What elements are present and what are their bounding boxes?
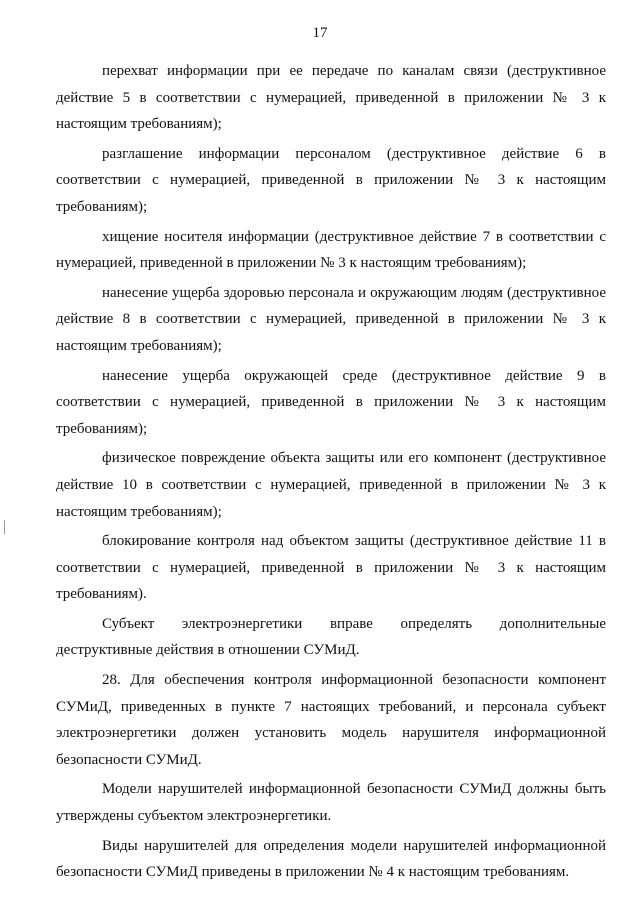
- paragraph-destructive-action-7: хищение носителя информации (деструктивное действие 7 в соответствии с нумерацией, приведенной в приложении № 3 к настоящим требованиям);: [56, 228, 606, 272]
- paragraph-destructive-action-5: перехват информации при ее передаче по каналам связи (деструктивное действие 5 в соответствии с нумерацией, приведенной в приложении № 3 к настоящим требованиям);: [56, 63, 606, 133]
- margin-mark: [4, 520, 5, 534]
- document-body: [56, 58, 606, 889]
- paragraph-destructive-action-6: разглашение информации персоналом (деструктивное действие 6 в соответствии с нумерацией, приведенной в приложении № 3 к настоящим требованиям);: [56, 145, 606, 215]
- paragraph-destructive-action-11: блокирование контроля над объектом защиты (деструктивное действие 11 в соответствии с нумерацией, приведенной в приложении № 3 к настоящим требованиям).: [56, 533, 606, 603]
- paragraph-destructive-action-8: нанесение ущерба здоровью персонала и окружающим людям (деструктивное действие 8 в соответствии с нумерацией, приведенной в приложении № 3 к настоящим требованиям);: [56, 284, 606, 354]
- paragraph-item-28: 28. Для обеспечения контроля информационной безопасности компонент СУМиД, приведенных в пункте 7 настоящих требований, и персонала субъект электроэнергетики должен установить модель нарушителя информационной безопасности СУМиД.: [56, 672, 606, 768]
- paragraph-destructive-action-10: физическое повреждение объекта защиты или его компонент (деструктивное действие 10 в соответствии с нумерацией, приведенной в приложении № 3 к настоящим требованиям);: [56, 450, 606, 520]
- paragraph-additional-actions: Субъект электроэнергетики вправе определять дополнительные деструктивные действия в отношении СУМиД.: [56, 615, 606, 659]
- paragraph-destructive-action-9: нанесение ущерба окружающей среде (деструктивное действие 9 в соответствии с нумерацией, приведенной в приложении № 3 к настоящим требованиям);: [56, 367, 606, 437]
- paragraph-models-approval: Модели нарушителей информационной безопасности СУМиД должны быть утверждены субъектом электроэнергетики.: [56, 781, 606, 825]
- paragraph-violator-types: Виды нарушителей для определения модели нарушителей информационной безопасности СУМиД приведены в приложении № 4 к настоящим требованиям.: [56, 837, 606, 881]
- page-number: 17: [312, 25, 328, 41]
